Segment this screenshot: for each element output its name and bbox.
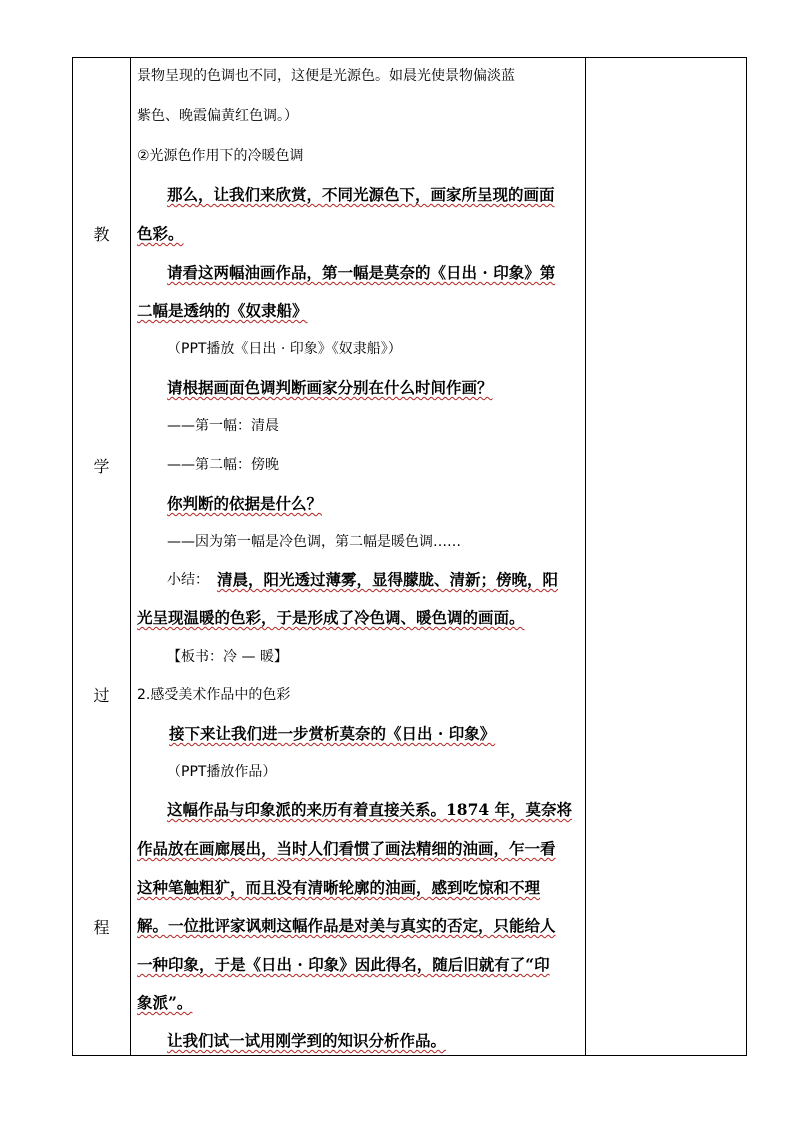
text-line: （PPT播放作品） bbox=[167, 764, 277, 780]
text-line-emphasis: 解。一位批评家讽刺这幅作品是对美与真实的否定，只能给人 bbox=[137, 916, 556, 935]
text-line-emphasis: 请看这两幅油画作品，第一幅是莫奈的《日出 · 印象》第 bbox=[167, 263, 556, 282]
board-note: 【板书：冷 — 暖】 bbox=[167, 649, 288, 665]
text-line-emphasis: 那么，让我们来欣赏，不同光源色下，画家所呈现的画面 bbox=[167, 185, 555, 204]
text-line-emphasis: 让我们试一试用刚学到的知识分析作品。 bbox=[167, 1031, 447, 1050]
text-line-emphasis: 清晨，阳光透过薄雾，显得朦胧、清新；傍晚，阳 bbox=[217, 570, 559, 589]
side-label-cheng: 程 bbox=[93, 918, 110, 937]
text-line-emphasis: 光呈现温暖的色彩，于是形成了冷色调、暖色调的画面。 bbox=[137, 608, 525, 627]
side-label-xue: 学 bbox=[93, 457, 110, 476]
text-line-emphasis: 这幅作品与印象派的来历有着直接关系。1874 年，莫奈将 bbox=[167, 800, 573, 819]
text-line-emphasis: 你判断的依据是什么？ bbox=[167, 494, 323, 513]
side-label-jiao: 教 bbox=[93, 225, 110, 244]
text-line: （PPT播放《日出 · 印象》《奴隶船》） bbox=[167, 341, 402, 357]
text-line-emphasis: 这种笔触粗犷，而且没有清晰轮廓的油画，感到吃惊和不理 bbox=[137, 878, 541, 897]
text-line-emphasis: 请根据画面色调判断画家分别在什么时间作画？ bbox=[167, 378, 493, 397]
summary-label: 小结： bbox=[167, 572, 209, 588]
text-line-emphasis: 象派”。 bbox=[137, 993, 193, 1012]
text-line: ——因为第一幅是冷色调，第二幅是暖色调…… bbox=[167, 534, 461, 550]
column-divider-right bbox=[585, 58, 586, 1055]
text-line-emphasis: 一种印象，于是《日出 · 印象》因此得名，随后旧就有了“印 bbox=[137, 955, 550, 974]
text-line-emphasis: 作品放在画廊展出，当时人们看惯了画法精细的油画，乍一看 bbox=[137, 839, 556, 858]
text-line: ②光源色作用下的冷暖色调 bbox=[137, 148, 304, 164]
text-line: ——第一幅：清晨 bbox=[167, 418, 279, 434]
text-line: 景物呈现的色调也不同，这便是光源色。如晨光使景物偏淡蓝 bbox=[137, 68, 515, 84]
section-heading: 2.感受美术作品中的色彩 bbox=[137, 687, 291, 703]
text-line: 紫色、晚霞偏黄红色调。） bbox=[137, 108, 298, 124]
column-divider-left bbox=[130, 58, 131, 1055]
lesson-table bbox=[72, 57, 747, 1056]
text-line-emphasis: 接下来让我们进一步赏析莫奈的《日出 · 印象》 bbox=[169, 724, 496, 743]
text-line-emphasis: 色彩。 bbox=[137, 224, 184, 243]
text-line: ——第二幅：傍晚 bbox=[167, 457, 279, 473]
side-label-guo: 过 bbox=[93, 686, 110, 705]
text-line-emphasis: 二幅是透纳的《奴隶船》 bbox=[137, 301, 308, 320]
